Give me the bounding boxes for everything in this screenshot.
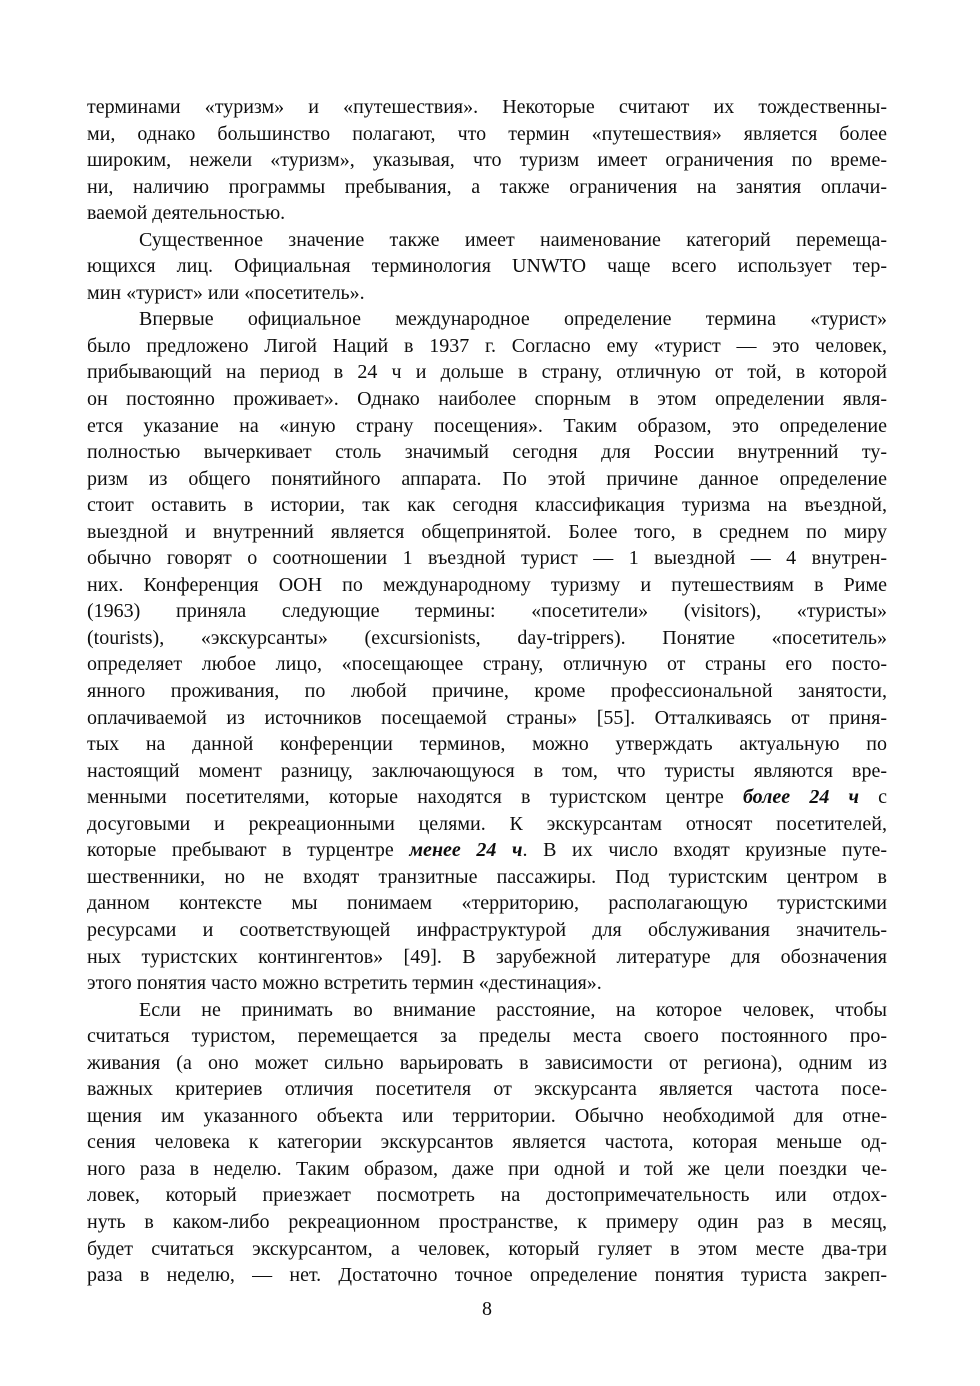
text-line: ми, однако большинство полагают, что термин «путешествия» является более bbox=[87, 122, 887, 145]
text-line: ных туристских контингентов» [49]. В зарубежной литературе для обозначения bbox=[87, 945, 887, 968]
paragraph-3 bbox=[87, 306, 887, 996]
text-line: было предложено Лигой Наций в 1937 г. Согласно ему «турист — это человек, bbox=[87, 334, 887, 357]
text-line: (1963) приняла следующие термины: «посетители» (visitors), «туристы» bbox=[87, 600, 887, 623]
text-line: данном контексте мы понимаем «территорию, располагающую туристскими bbox=[87, 892, 887, 915]
text-line: важных критериев отличия посетителя от экскурсанта является частота посе- bbox=[87, 1078, 887, 1101]
text-line: живания (а оно может сильно варьировать в зависимости от региона), одним из bbox=[87, 1051, 887, 1074]
text-line: настоящий момент разницу, заключающуюся в том, что туристы являются вре- bbox=[87, 759, 887, 782]
text-line: широким, нежели «туризм», указывая, что туризм имеет ограничения по време- bbox=[87, 149, 887, 172]
text-line: Впервые официальное международное определение термина «турист» bbox=[139, 308, 887, 331]
text-line: ловек, который приезжает посмотреть на достопримечательность или отдох- bbox=[87, 1184, 887, 1207]
text-segment: . В их число входят круизные путе- bbox=[522, 839, 887, 862]
text-line: нуть в каком-либо рекреационном пространстве, к примеру один раз в месяц, bbox=[87, 1210, 887, 1233]
page-footer bbox=[87, 1296, 887, 1323]
text-line: сения человека к категории экскурсантов является частота, которая меньше од- bbox=[87, 1131, 887, 1154]
text-line: ни, наличию программы пребывания, а также ограничения на занятия оплачи- bbox=[87, 175, 887, 198]
text-line: будет считаться экскурсантом, а человек, который гуляет в этом месте два-три bbox=[87, 1237, 887, 1260]
paragraph-4 bbox=[87, 997, 887, 1289]
text-line: он постоянно проживает». Однако наиболее спорным в этом определении явля- bbox=[87, 388, 887, 411]
text-line: прибывающий на период в 24 ч и дольше в страну, отличную от той, в которой bbox=[87, 361, 887, 384]
text-line: ресурсами и соответствующей инфраструктурой для обслуживания значитель- bbox=[87, 918, 887, 941]
text-line: ющихся лиц. Официальная терминология UNWTO чаще всего использует тер- bbox=[87, 255, 887, 278]
text-line: обычно говорят о соотношении 1 въездной турист — 1 выездной — 4 внутрен- bbox=[87, 547, 887, 570]
text-line: щения им указанного объекта или территории. Обычно необходимой для отне- bbox=[87, 1104, 887, 1127]
text-line: ваемой деятельностью. bbox=[87, 202, 286, 225]
paragraph-2 bbox=[87, 227, 887, 307]
text-line: шественники, но не входят транзитные пассажиры. Под туристским центром в bbox=[87, 865, 887, 888]
body-text bbox=[87, 94, 887, 1289]
text-line: ного раза в неделю. Таким образом, даже при одной и той же цели поездки че- bbox=[87, 1157, 887, 1180]
text-line: Существенное значение также имеет наименование категорий перемеща- bbox=[139, 228, 887, 251]
text-line: ется указание на «иную страну посещения». Таким образом, это определение bbox=[87, 414, 887, 437]
text-line bbox=[87, 784, 887, 811]
text-line: оплачиваемой из источников посещаемой страны» [55]. Отталкиваясь от приня- bbox=[87, 706, 887, 729]
text-line: тых на данной конференции терминов, можно утверждать актуальную по bbox=[87, 733, 887, 756]
text-line: стоит оставить в истории, так как сегодня классификация туризма на въездной, bbox=[87, 494, 887, 517]
text-line: (tourists), «экскурсанты» (excursionists, day-trippers). Понятие «посетитель» bbox=[87, 626, 887, 649]
text-line: ризм из общего понятийного аппарата. По этой причине данное определение bbox=[87, 467, 887, 490]
text-line: этого понятия часто можно встретить термин «дестинация». bbox=[87, 972, 602, 995]
text-line: определяет любое лицо, «посещающее страну, отличную от страны его посто- bbox=[87, 653, 887, 676]
text-line: полностью вычеркивает столь значимый сегодня для России внутренний ту- bbox=[87, 441, 887, 464]
text-line: раза в неделю, — нет. Достаточно точное определение понятия туриста закреп- bbox=[87, 1264, 887, 1287]
paragraph-1 bbox=[87, 94, 887, 227]
text-segment: которые пребывают в турцентре bbox=[87, 839, 410, 862]
text-segment: менными посетителями, которые находятся в туристском центре bbox=[87, 786, 743, 809]
text-line: них. Конференция ООН по международному туризму и путешествиям в Риме bbox=[87, 573, 887, 596]
bold-term-more-24h: более 24 ч bbox=[742, 786, 859, 809]
text-line: Если не принимать во внимание расстояние, на которое человек, чтобы bbox=[139, 998, 887, 1021]
text-line: досуговыми и рекреационными целями. К экскурсантам относят посетителей, bbox=[87, 812, 887, 835]
text-line: терминами «туризм» и «путешествия». Некоторые считают их тождественны- bbox=[87, 96, 887, 118]
text-line bbox=[87, 837, 887, 864]
text-line: янного проживания, по любой причине, кроме профессиональной занятости, bbox=[87, 680, 887, 703]
text-line: мин «турист» или «посетитель». bbox=[87, 281, 365, 304]
text-segment: с bbox=[858, 786, 887, 809]
page-number: 8 bbox=[482, 1298, 492, 1320]
text-line: считаться туристом, перемещается за пределы места своего постоянного про- bbox=[87, 1025, 887, 1048]
bold-term-less-24h: менее 24 ч bbox=[409, 839, 523, 862]
text-line: выездной и внутренний является общепринятой. Более того, в среднем по миру bbox=[87, 520, 887, 543]
